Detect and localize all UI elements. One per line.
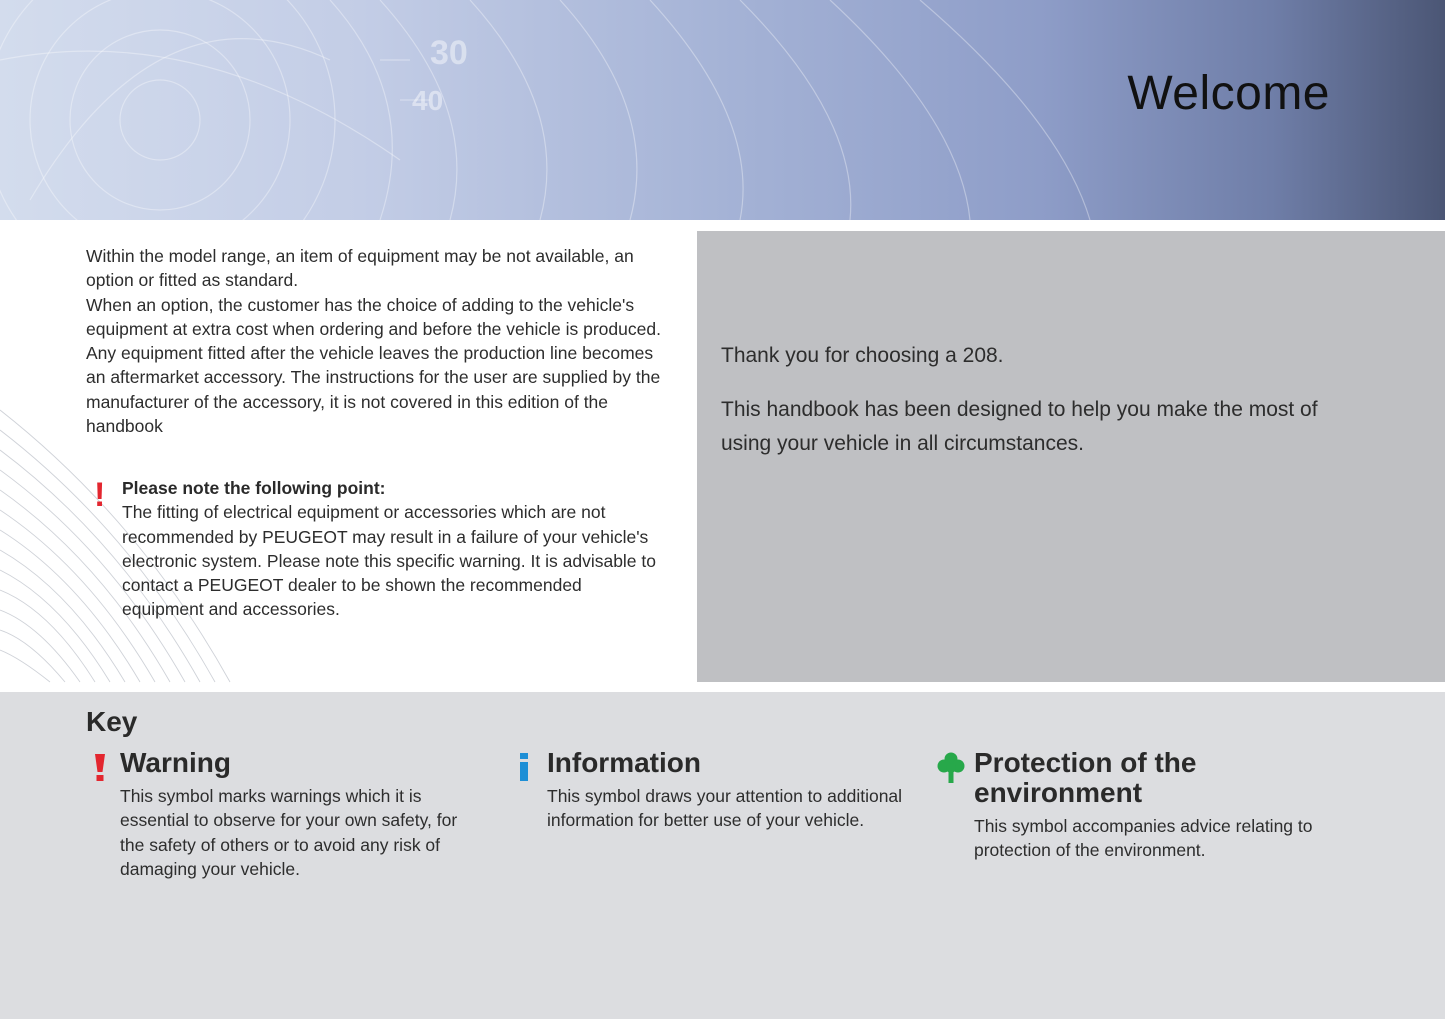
key-item-title: Information [547,747,701,778]
key-item-text: This symbol draws your attention to additional information for better use of your vehicle. [547,786,903,831]
intro-paragraph: Within the model range, an item of equipment may be not available, an option or fitted as standard. [86,246,634,291]
welcome-panel [697,231,1445,682]
intro-paragraph: When an option, the customer has the choice of adding to the vehicle's equipment at extra cost when ordering and before the vehicle is produced. [86,294,661,339]
warning-note [122,476,662,622]
key-item-environment [974,748,1354,863]
key-item-warning [120,748,480,881]
note-body: The fitting of electrical equipment or accessories which are not recommended by PEUGEOT may result in a failure of your vehicle's electronic system. Please note this specific warning. It is advisable to contact a PEUGEOT dealer to be shown the recommended equipment and accessories. [122,502,656,620]
intro-paragraph: Any equipment fitted after the vehicle leaves the production line becomes an aftermarket accessory. The instructions for the user are supplied by the manufacturer of the accessory, it is not covered in this edition of the handbook [86,343,661,437]
key-item-information [547,748,917,833]
key-item-text: This symbol marks warnings which it is essential to observe for your own safety, for the safety of others or to avoid any risk of damaging your vehicle. [120,786,458,879]
thanks-line: Thank you for choosing a 208. [721,344,1004,367]
exclamation-icon [92,752,108,782]
tree-icon [937,752,965,784]
key-title: Key [86,706,138,737]
key-item-text: This symbol accompanies advice relating to protection of the environment. [974,816,1313,861]
svg-text:30: 30 [430,34,468,72]
key-panel [0,692,1445,1019]
exclamation-icon: ! [94,476,106,514]
key-item-title: Warning [120,747,231,778]
info-icon [517,752,531,782]
page-title: Welcome [1127,67,1330,120]
welcome-text [721,339,1361,481]
header-banner [0,0,1445,220]
svg-text:40: 40 [412,85,444,116]
note-title: Please note the following point: [122,478,386,498]
key-item-title: Protection of the environment [974,747,1197,808]
intro-text [86,244,676,438]
handbook-line: This handbook has been designed to help you make the most of using your vehicle in all circumstances. [721,398,1318,455]
